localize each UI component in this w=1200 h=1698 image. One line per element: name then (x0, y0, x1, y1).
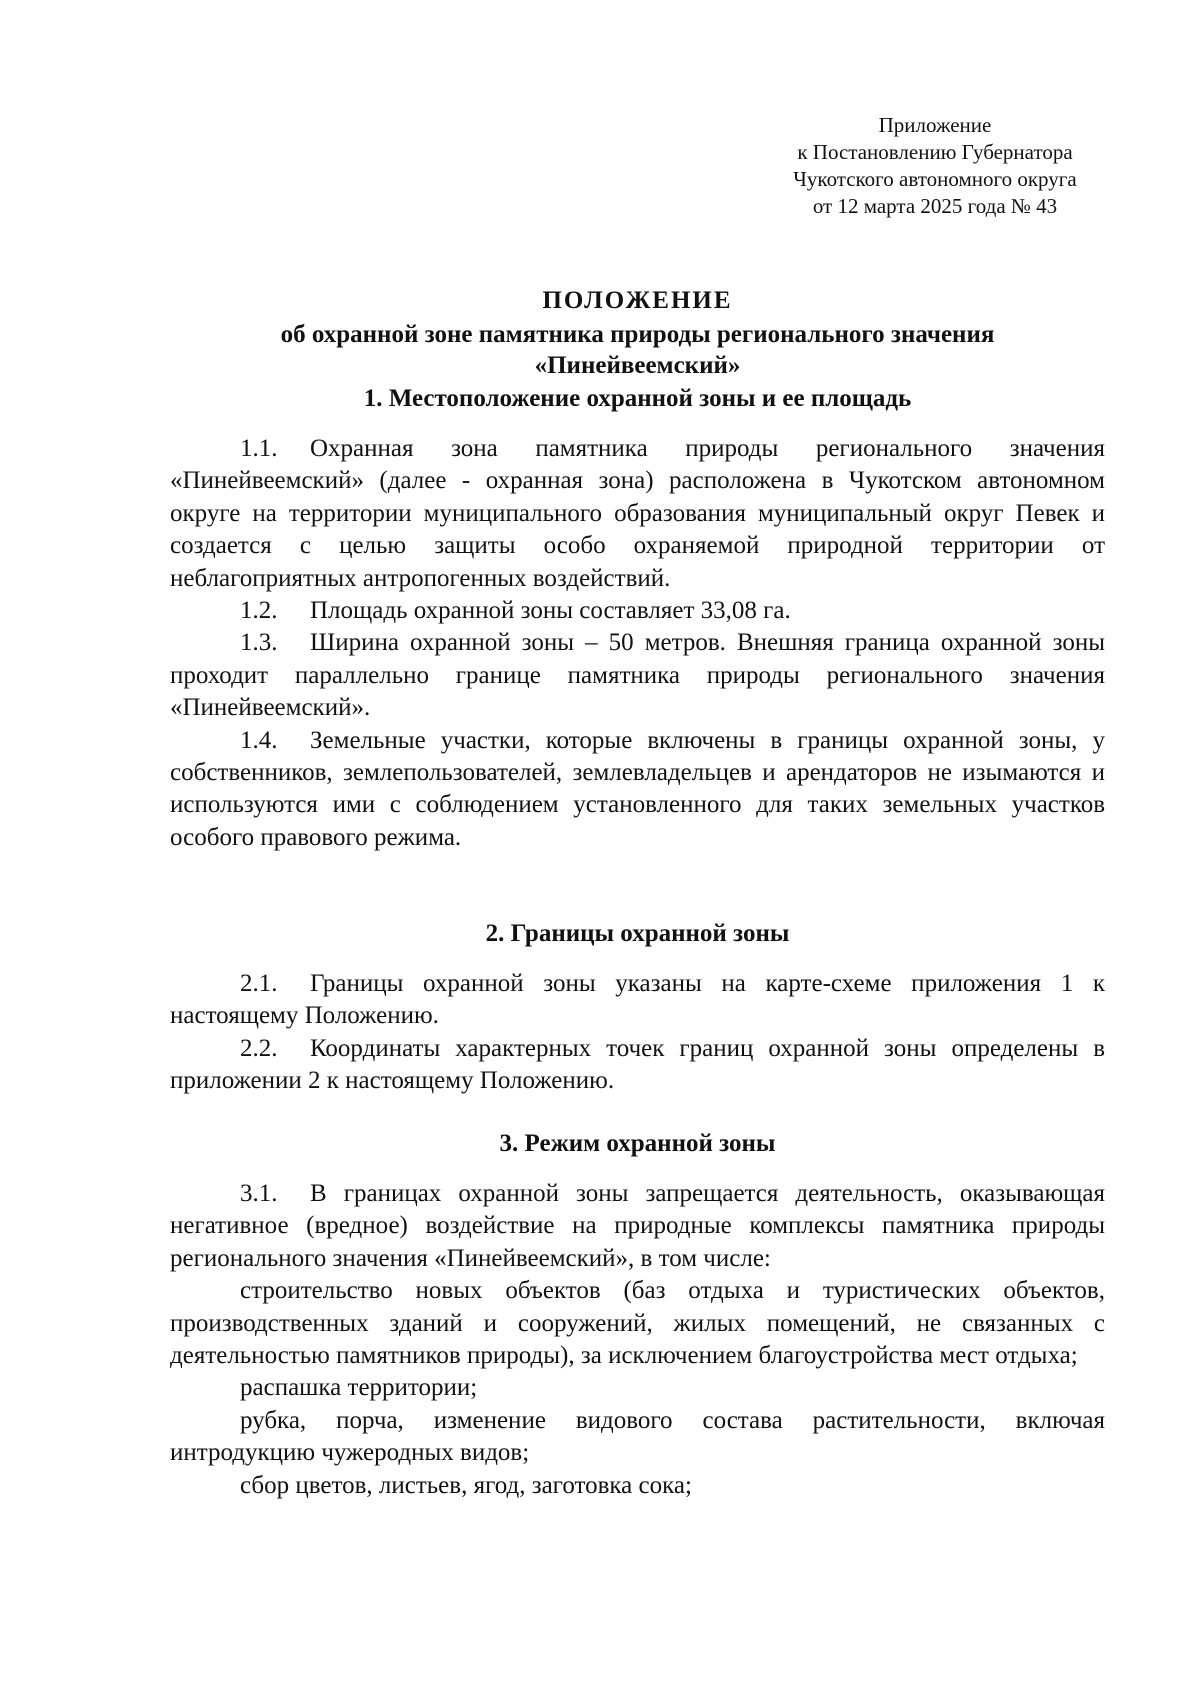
list-item-vegetation: рубка, порча, изменение видового состава растительности, включая интродукцию чужеродных видов; (170, 1406, 1105, 1467)
section-1-body (170, 433, 1105, 854)
paragraph-text: Площадь охранной зоны составляет 33,08 га. (310, 597, 791, 625)
paragraph-text: Охранная зона памятника природы регионального значения «Пинейвеемский» (далее - охранная зона) расположена в Чукотском автономном округе на территории муниципального образования муниципальный округ Певек и создается с целью защиты особо охраняемой природной территории от неблагоприятных антропогенных воздействий. (170, 435, 1105, 592)
paragraph-3-1 (170, 1178, 1105, 1275)
paragraph-1-4 (170, 725, 1105, 855)
paragraph-text: В границах охранной зоны запрещается деятельность, оказывающая негативное (вредное) воздействие на природные комплексы памятника природы регионального значения «Пинейвеемский», в том числе: (170, 1180, 1105, 1272)
document-title: ПОЛОЖЕНИЕ (542, 287, 733, 314)
paragraph-number: 1.4. (240, 726, 278, 754)
appendix-line-3: Чукотского автономного округа (793, 167, 1077, 191)
section-2-body (170, 968, 1105, 1098)
section-3-heading: 3. Режим охранной зоны (499, 1130, 776, 1157)
document-subtitle-line-1: об охранной зоне памятника природы регионального значения (280, 321, 995, 348)
paragraph-number: 3.1. (240, 1180, 278, 1207)
appendix-header (750, 112, 1120, 220)
paragraph-number: 2.1. (240, 970, 278, 997)
section-3-body (170, 1178, 1105, 1502)
paragraph-1-3 (170, 627, 1105, 724)
document-subtitle-line-2: «Пинейвеемский» (534, 352, 741, 379)
list-item-plowing: распашка территории; (240, 1374, 478, 1402)
paragraph-number: 2.2. (240, 1034, 278, 1062)
paragraph-1-1 (170, 433, 1105, 595)
paragraph-2-1 (170, 968, 1105, 1033)
list-item-collection: сбор цветов, листьев, ягод, заготовка сока; (240, 1471, 692, 1499)
paragraph-number: 1.1. (240, 435, 278, 462)
paragraph-number: 1.2. (240, 597, 278, 625)
appendix-line-2: к Постановлению Губернатора (797, 140, 1073, 164)
appendix-line-1: Приложение (878, 113, 992, 137)
list-item-construction: строительство новых объектов (баз отдыха и туристических объектов, производственных зданий и сооружений, жилых помещений, не связанных с деятельностью памятников природы), за исключением благоустройства мест отдыха; (170, 1277, 1105, 1370)
paragraph-1-2 (170, 595, 1105, 627)
paragraph-text: Границы охранной зоны указаны на карте-схеме приложения 1 к настоящему Положению. (170, 970, 1105, 1030)
paragraph-text: Координаты характерных точек границ охранной зоны определены в приложении 2 к настоящему Положению. (170, 1034, 1105, 1095)
paragraph-text: Земельные участки, которые включены в границы охранной зоны, у собственников, землепользователей, землевладельцев и арендаторов не изымаются и используются ими с соблюдением установленного для таких земельных участков особого правового режима. (170, 726, 1105, 851)
paragraph-text: Ширина охранной зоны – 50 метров. Внешняя граница охранной зоны проходит параллельно границе памятника природы регионального значения «Пинейвеемский». (170, 629, 1105, 722)
section-1-heading: 1. Местоположение охранной зоны и ее площадь (363, 385, 912, 412)
paragraph-2-2 (170, 1033, 1105, 1098)
appendix-line-4: от 12 марта 2025 года № 43 (812, 194, 1058, 218)
paragraph-number: 1.3. (240, 629, 278, 657)
section-2-heading: 2. Границы охранной зоны (485, 920, 790, 947)
